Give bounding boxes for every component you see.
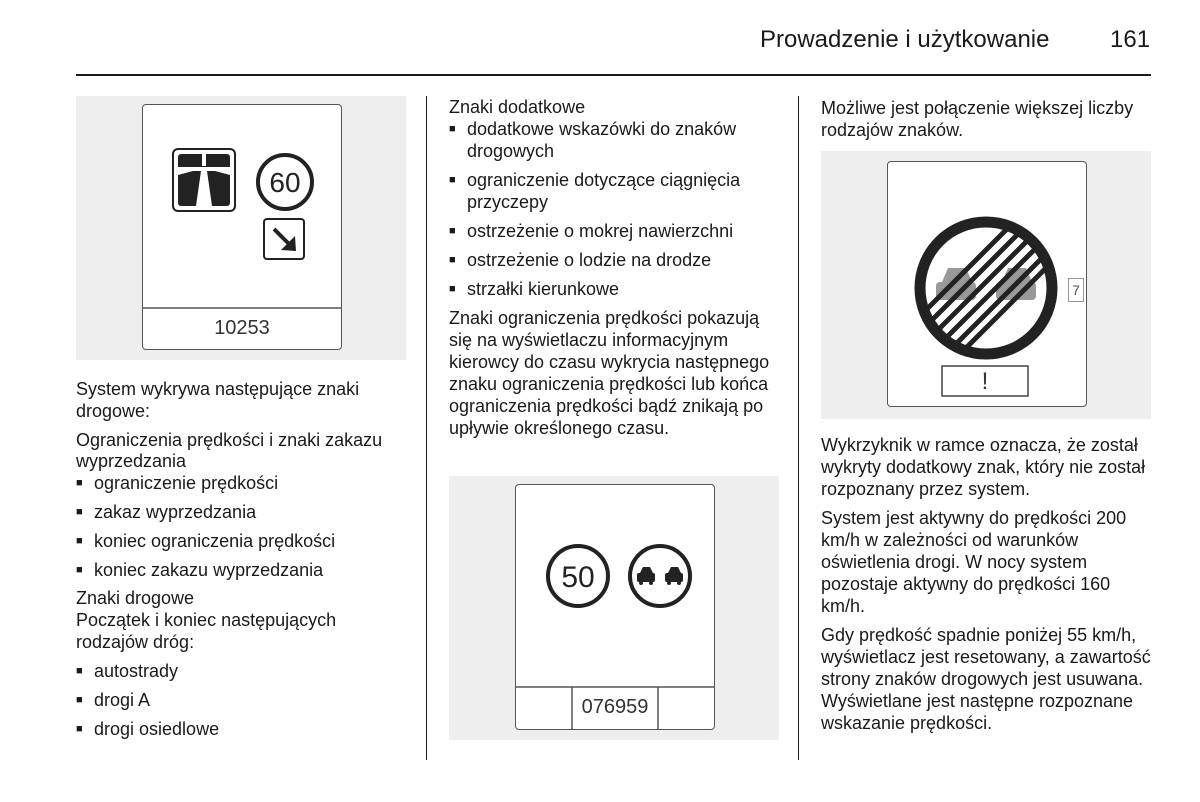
list-item: ■ ograniczenie prędkości <box>76 472 406 494</box>
column-divider-1 <box>426 96 427 760</box>
list-item: ■ strzałki kierunkowe <box>449 278 784 300</box>
figure-1 <box>76 96 406 360</box>
speed-limit-sign-50 <box>548 546 608 606</box>
column-1 <box>76 378 406 747</box>
header-divider <box>76 74 1151 76</box>
activity-paragraph: System jest aktywny do prędkości 200 km/h w zależności od warunków oświetlenia drogi. W nocy system pozostaje aktywny do prędkości 160 km/h. <box>821 508 1127 616</box>
no-overtaking-sign-icon <box>630 546 690 606</box>
road-types-paragraph: Początek i koniec następujących rodzajów dróg: <box>76 610 337 652</box>
figure-code: 076959 <box>581 696 649 718</box>
end-of-no-overtaking-sign-icon <box>920 222 1052 354</box>
section-heading-road-signs: Znaki drogowe <box>76 588 195 608</box>
exclamation-mark: ! <box>981 368 989 395</box>
list-item: ■ drogi A <box>76 689 406 711</box>
column-divider-2 <box>798 96 799 760</box>
display-panel-2 <box>515 484 715 730</box>
list-item: ■ zakaz wyprzedzania <box>76 501 406 523</box>
figure-2 <box>449 476 779 740</box>
column-3-bottom <box>821 434 1156 734</box>
figure-code: 10253 <box>214 317 270 339</box>
column-2 <box>449 97 784 439</box>
page-header-title: Prowadzenie i użytkowanie <box>760 26 1050 53</box>
section-heading-additional-signs: Znaki dodatkowe <box>449 97 586 117</box>
list-item: ■ ostrzeżenie o mokrej nawierzchni <box>449 220 784 242</box>
exclamation-paragraph: Wykrzyknik w ramce oznacza, że został wykryty dodatkowy znak, który nie został rozpoznany przez system. <box>821 435 1146 499</box>
list-item: ■ koniec zakazu wyprzedzania <box>76 559 406 581</box>
section-heading-speed-limits: Ograniczenia prędkości i znaki zakazu wyprzedzania <box>76 430 383 471</box>
intro-paragraph: System wykrywa następujące znaki drogowe: <box>76 379 360 421</box>
page-number: 161 <box>1110 26 1151 53</box>
list-item: ■ ostrzeżenie o lodzie na drodze <box>449 249 784 271</box>
arrow-down-right-icon <box>264 219 304 259</box>
combination-paragraph: Możliwe jest połączenie większej liczby rodzajów znaków. <box>821 98 1134 140</box>
motorway-icon <box>173 149 235 211</box>
list-item: ■ koniec ograniczenia prędkości <box>76 530 406 552</box>
list-item: ■ dodatkowe wskazówki do znaków drogowych <box>449 118 784 162</box>
list-item: ■ autostrady <box>76 660 406 682</box>
column-3-top <box>821 97 1156 141</box>
speed-limit-sign-60 <box>258 155 312 209</box>
list-item: ■ drogi osiedlowe <box>76 718 406 740</box>
display-panel-3 <box>887 161 1087 407</box>
display-panel-1 <box>142 104 342 350</box>
reset-paragraph: Gdy prędkość spadnie poniżej 55 km/h, wyświetlacz jest resetowany, a zawartość strony znaków drogowych jest usuwana. Wyświetlane jest następne rozpoznane wskazanie prędkości. <box>821 625 1151 733</box>
speed-display-paragraph: Znaki ograniczenia prędkości pokazują się na wyświetlaczu informacyjnym kierowcy do czasu wykrycia następnego znaku ograniczenia prędkości lub końca ograniczenia prędkości bądź znikają po upływie określonego czasu. <box>449 308 770 438</box>
side-reference-label: 7 <box>1068 278 1084 302</box>
list-item: ■ ograniczenie dotyczące ciągnięcia przyczepy <box>449 169 784 213</box>
speed-limit-value-60: 60 <box>269 167 301 198</box>
figure-3 <box>821 151 1151 419</box>
speed-limit-value-50: 50 <box>561 561 595 594</box>
